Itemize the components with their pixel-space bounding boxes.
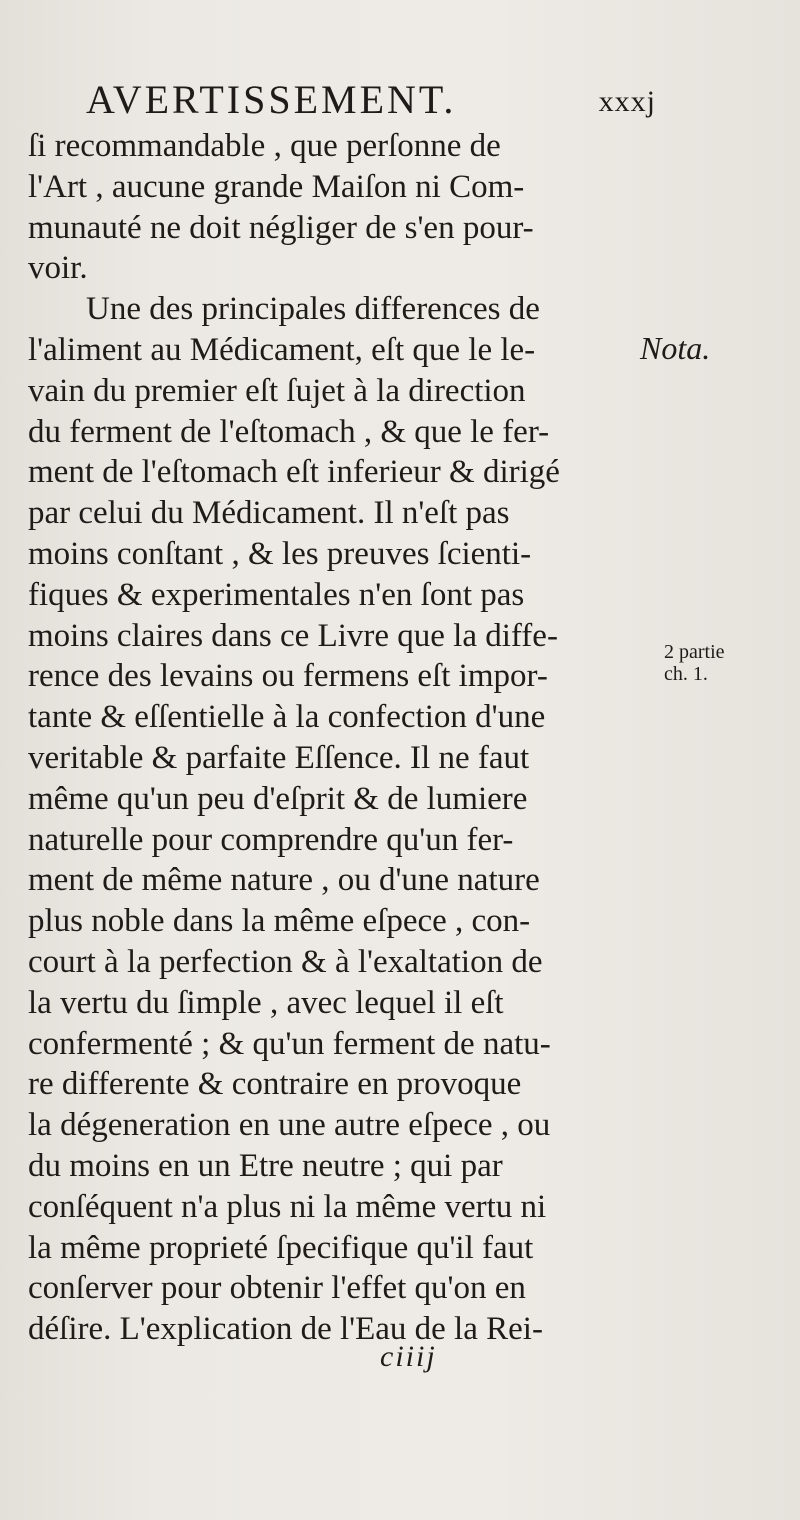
text-line: conſéquent n'a plus ni la même vertu ni — [28, 1188, 547, 1225]
text-line: ſi recommandable , que perſonne de — [28, 128, 501, 164]
text-line: moins conſtant , & les preuves ſcienti- — [28, 535, 532, 572]
margin-note-chapitre: ch. 1. — [664, 663, 708, 685]
text-line: du ferment de l'eſtomach , & que le fer- — [28, 413, 550, 450]
page-number: xxxj — [598, 85, 656, 118]
text-line: la dégeneration en une autre eſpece , ou — [28, 1107, 551, 1144]
margin-note-reference — [664, 641, 725, 685]
margin-note-nota: Nota. — [640, 330, 711, 366]
text-line: veritable & parfaite Eſſence. Il ne faut — [28, 739, 530, 776]
signature-mark: ciiij — [380, 1340, 437, 1373]
text-line: ment de l'eſtomach eſt inferieur & dirigé — [28, 454, 560, 491]
text-line: déſire. L'explication de l'Eau de la Rei- — [28, 1311, 543, 1348]
text-line: la vertu du ſimple , avec lequel il eſt — [28, 984, 504, 1021]
text-line: tante & eſſentielle à la confection d'une — [28, 699, 546, 736]
text-line: fiques & experimentales n'en ſont pas — [28, 576, 525, 613]
margin-note-partie: 2 partie — [664, 641, 725, 663]
text-line: l'aliment au Médicament, eſt que le le- — [28, 331, 536, 368]
text-line: rence des levains ou fermens eſt impor- — [28, 658, 548, 695]
text-line: l'Art , aucune grande Maiſon ni Com- — [28, 168, 525, 205]
text-line: re differente & contraire en provoque — [28, 1066, 522, 1103]
text-line: conſerver pour obtenir l'effet qu'on en — [28, 1270, 526, 1307]
text-line: court à la perfection & à l'exaltation de — [28, 943, 543, 980]
text-line: ment de même nature , ou d'une nature — [28, 862, 540, 899]
paragraph-start-line: Une des principales differences de — [86, 291, 540, 328]
text-line: même qu'un peu d'eſprit & de lumiere — [28, 780, 528, 817]
text-line: du moins en un Etre neutre ; qui par — [28, 1147, 503, 1184]
text-line: confermenté ; & qu'un ferment de natu- — [28, 1025, 551, 1062]
text-line: vain du premier eſt ſujet à la direction — [28, 372, 526, 409]
text-line: la même proprieté ſpecifique qu'il faut — [28, 1229, 534, 1266]
running-title: AVERTISSEMENT. — [86, 77, 457, 122]
text-line: moins claires dans ce Livre que la diffe- — [28, 617, 558, 654]
text-line: plus noble dans la même eſpece , con- — [28, 903, 531, 940]
text-line: par celui du Médicament. Il n'eſt pas — [28, 495, 510, 532]
text-line: naturelle pour comprendre qu'un fer- — [28, 821, 514, 858]
text-line: voir. — [28, 250, 88, 287]
page-header — [86, 74, 656, 126]
text-line: munauté ne doit négliger de s'en pour- — [28, 209, 534, 246]
body-text — [28, 126, 636, 1350]
